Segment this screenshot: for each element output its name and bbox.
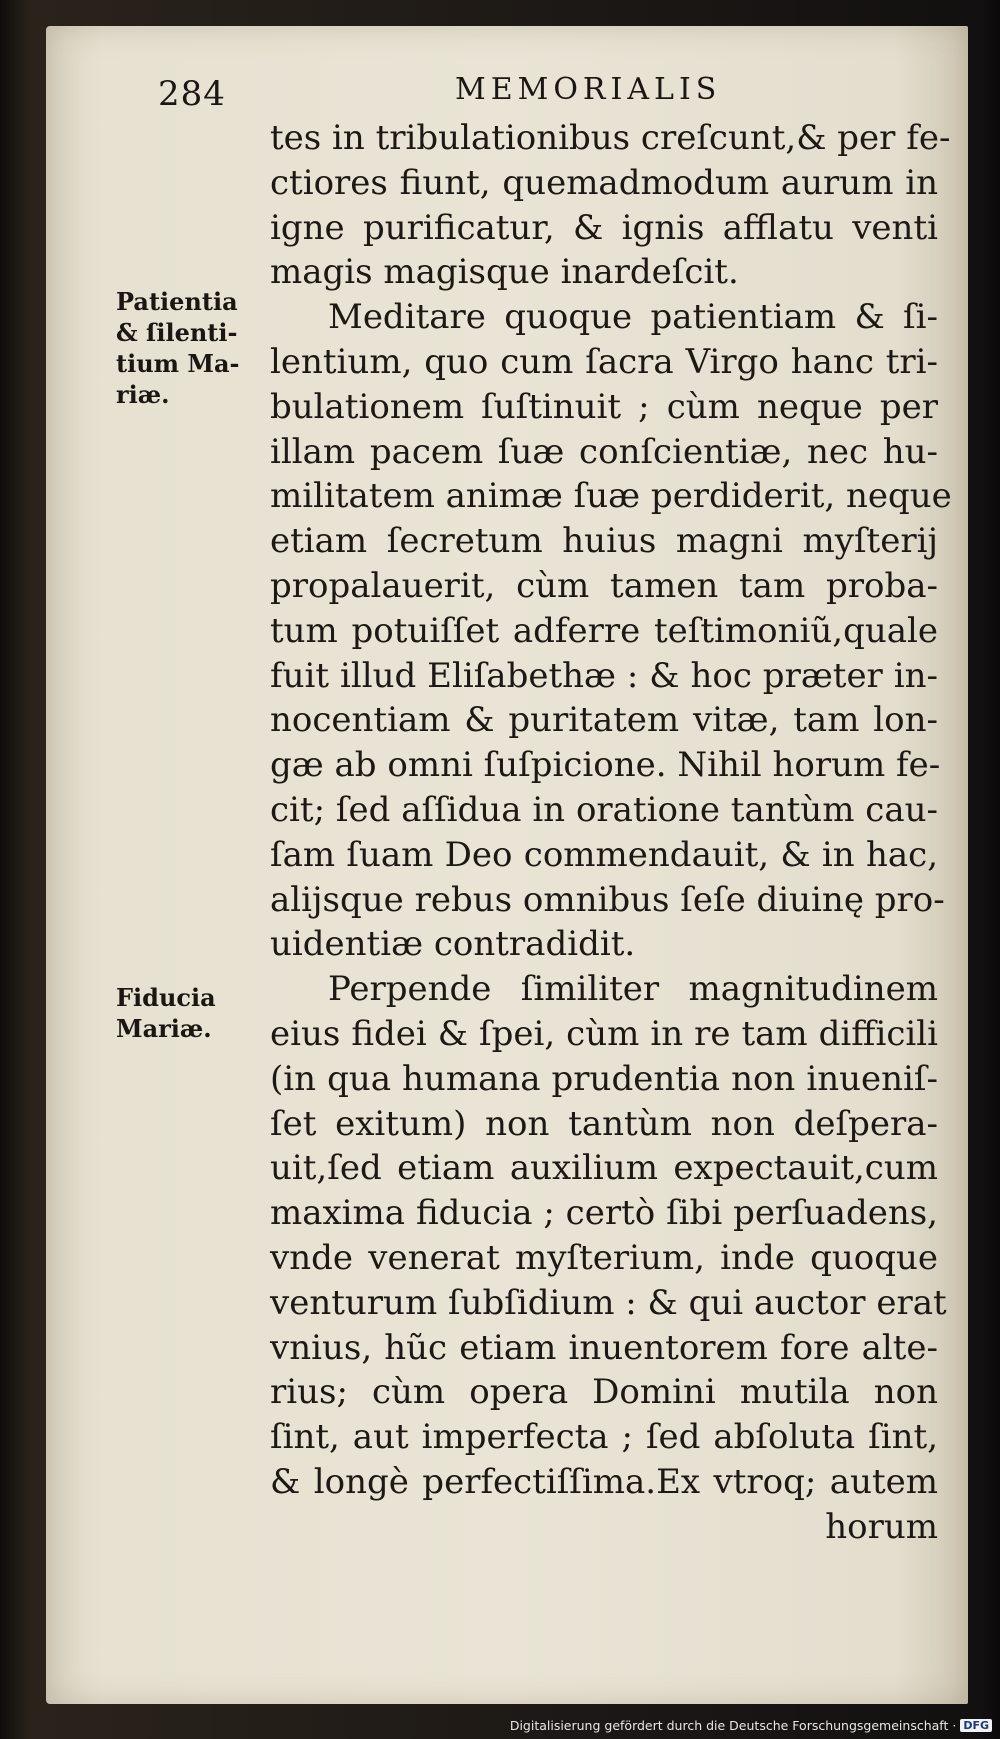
text-line: eius fidei & ſpei, cùm in re tam difficili — [270, 1013, 938, 1054]
text-line: tes in tribulationibus creſcunt,& per fe- — [270, 118, 951, 158]
text-line: propalauerit, cùm tamen tam proba- — [270, 565, 938, 606]
text-line: uit,ſed etiam auxilium expectauit,cum — [270, 1148, 938, 1189]
text-line: venturum ſubſidium : & qui auctor erat — [270, 1282, 947, 1323]
text-line: magis magisque inardeſcit. — [270, 252, 739, 293]
margin-note-line: tium Ma- — [116, 349, 240, 378]
text-line: ctiores fiunt, quemadmodum aurum in — [270, 162, 938, 203]
text-line: maxima fiducia ; certò ſibi perſuadens, — [270, 1193, 938, 1234]
text-line: nocentiam & puritatem vitæ, tam lon- — [270, 700, 938, 741]
margin-note-line: Patientia — [116, 287, 238, 316]
text-line: rius; cùm opera Domini mutila non — [270, 1372, 938, 1413]
text-line: uidentiæ contradidit. — [270, 924, 636, 965]
catchword: horum — [825, 1506, 938, 1547]
text-line: lentium, quo cum ſacra Virgo hanc tri- — [270, 341, 938, 382]
text-line: ſet exitum) non tantùm non deſpera- — [270, 1103, 938, 1144]
body-text — [270, 116, 952, 1550]
margin-note-line: Fiducia — [116, 983, 216, 1012]
digitization-credit — [510, 1718, 992, 1733]
margin-note-line: riæ. — [116, 380, 170, 409]
text-line: igne purificatur, & ignis afflatu venti — [270, 207, 938, 248]
text-line: etiam ſecretum huius magni myſterij — [270, 521, 938, 562]
credit-text: Digitalisierung gefördert durch die Deutsche Forschungsgemeinschaft · — [509, 1718, 957, 1733]
dfg-logo: DFG — [960, 1719, 992, 1732]
text-line: illam pacem ſuæ conſcientiæ, nec hu- — [270, 431, 938, 472]
running-title: MEMORIALIS — [455, 72, 722, 107]
margin-note-fiducia — [116, 982, 266, 1044]
text-line: cit; ſed aſſidua in oratione tantùm cau- — [270, 789, 938, 830]
text-line: vnius, hũc etiam inuentorem fore alte- — [270, 1327, 938, 1368]
text-line: Meditare quoque patientiam & ſi- — [328, 297, 938, 338]
margin-note-patientia — [116, 286, 266, 410]
margin-note-line: Mariæ. — [116, 1014, 212, 1043]
page-number: 284 — [158, 74, 226, 114]
text-line: alijsque rebus omnibus ſeſe diuinę pro- — [270, 879, 945, 920]
text-line: ſint, aut imperfecta ; ſed abſoluta ſint, — [270, 1417, 938, 1458]
margin-note-line: & ſilenti- — [116, 318, 238, 347]
text-line: vnde venerat myſterium, inde quoque — [270, 1237, 938, 1278]
text-line: & longè perfectiſſima.Ex vtroq; autem — [270, 1461, 938, 1502]
text-line: bulationem ſuſtinuit ; cùm neque per — [270, 386, 938, 427]
text-line: militatem animæ ſuæ perdiderit, neque — [270, 476, 952, 517]
text-line: fuit illud Eliſabethæ : & hoc præter in- — [270, 655, 938, 696]
text-line: Perpende ſimiliter magnitudinem — [328, 969, 938, 1010]
text-line: gæ ab omni ſuſpicione. Nihil horum fe- — [270, 745, 941, 786]
text-line: ſam ſuam Deo commendauit, & in hac, — [270, 834, 938, 875]
text-line: tum potuiſſet adferre teſtimoniũ,quale — [270, 610, 938, 651]
text-line: (in qua humana prudentia non inueniſ- — [270, 1058, 938, 1099]
